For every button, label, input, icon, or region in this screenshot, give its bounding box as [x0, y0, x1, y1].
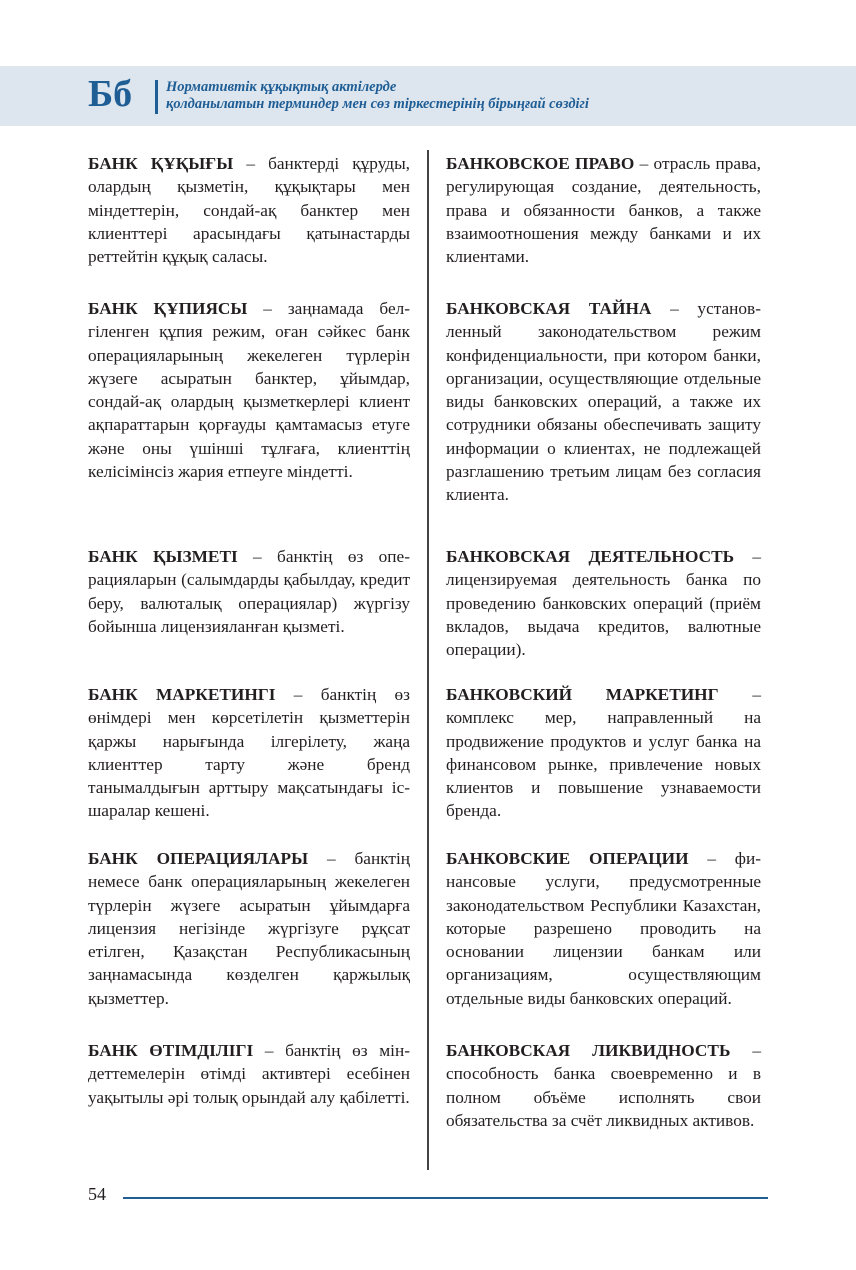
- entry-term: БАНК ҚҰҚЫҒЫ: [88, 154, 234, 173]
- entry-kz: [88, 1039, 410, 1109]
- entry-definition: – заңнамада белгіленген құпия режим, оған сәйкес банк операцияларының жекелеген түрлерін жүзеге асыратын банктер, ұйымдар, сондай-ақ олардың қызметкерлері клиент ақпараттарын қорғауды қамтамасыз етуге және оны үшінші тұлғаға, клиенттің келісімінсіз жария етпеуге міндетті.: [88, 299, 410, 482]
- entry-term: БАНКОВСКАЯ ДЕЯТЕЛЬНОСТЬ: [446, 547, 735, 566]
- running-title-line-2: қолданылатын терминдер мен сөз тіркестерінің бірыңғай сөздігі: [166, 96, 589, 112]
- entry-term: БАНКОВСКИЕ ОПЕРАЦИИ: [446, 849, 689, 868]
- entry-term: БАНКОВСКАЯ ТАЙНА: [446, 299, 652, 318]
- header-divider: [155, 80, 158, 114]
- entry-definition: – лицензируемая деятельность банка по проведению банковских операций (приём вкладов, выдача кредитов, валютные операции).: [446, 547, 761, 660]
- entry-definition: – способность банка своевременно и в полном объёме исполнять свои обязательства за счёт ликвидных активов.: [446, 1041, 761, 1130]
- entry-ru: [446, 847, 761, 1010]
- entry-definition: – банктің өз өнімдері мен көрсетілетін қызметтерін қаржы нарығында ілгерілету, жаңа клиенттер тарту және бренд танымалдығын арттыру мақсатындағы іс-шаралар кешені.: [88, 685, 410, 821]
- column-divider: [427, 150, 429, 1170]
- entry-kz: [88, 152, 410, 268]
- entry-term: БАНК МАРКЕТИНГІ: [88, 685, 276, 704]
- entry-definition: – банктің өз операцияларын (салымдарды қабылдау, кредит беру, валюталық операциялар) жүргізу бойынша лицензияланған қызметі.: [88, 547, 410, 636]
- entry-ru: [446, 297, 761, 507]
- page-number: 54: [88, 1184, 106, 1204]
- running-title-line-1: Нормативтік құқықтық актілерде: [166, 79, 397, 95]
- entry-ru: [446, 545, 761, 661]
- entry-kz: [88, 545, 410, 638]
- entry-definition: – финансовые услуги, предусмотренные законодательством Республики Казахстан, которые разрешено проводить на основании лицензии банкам или организациям, осуществляющим отдельные виды банковских операций.: [446, 849, 761, 1008]
- entry-definition: – банктің немесе банк операцияларының жекелеген түрлерін жүзеге асыратын ұйымдарға лицензия негізінде жүргізуге рұқсат етілген, Қазақстан Республикасының заңнамасында көзделген қаржылық қызметтер.: [88, 849, 410, 1008]
- entry-term: БАНКОВСКОЕ ПРАВО: [446, 154, 635, 173]
- entry-ru: [446, 152, 761, 268]
- entry-kz: [88, 847, 410, 1010]
- entry-definition: – банктерді құруды, олардың қызметін, құқықтары мен міндеттерін, сондай-ақ банктер мен клиенттері арасындағы қатынастарды реттейтін құқық саласы.: [88, 154, 411, 267]
- entry-definition: – банктің өз міндеттемелерін өтімді активтері есебінен уақытылы әрі толық орындай алу қабілетті.: [88, 1041, 410, 1107]
- entry-term: БАНК ОПЕРАЦИЯЛАРЫ: [88, 849, 309, 868]
- entry-kz: [88, 297, 410, 483]
- entry-definition: – установленный законодательством режим конфиденциальности, при котором банки, организации, осуществляющие отдельные виды банковских операций, а также их сотрудники обязаны обеспечивать защиту информации о клиентах, не подлежащей разглашению третьим лицам без согласия клиента.: [446, 299, 761, 505]
- section-letter: Бб: [88, 73, 133, 115]
- entry-ru: [446, 683, 761, 823]
- entry-kz: [88, 683, 410, 823]
- entry-definition: – комплекс мер, направленный на продвижение продуктов и услуг банка на финансовом рынке, привлечение новых клиентов и повышение узнаваемости бренда.: [446, 685, 761, 821]
- running-title: [166, 79, 589, 113]
- entry-term: БАНКОВСКИЙ МАРКЕТИНГ: [446, 685, 719, 704]
- footer-rule: [123, 1197, 768, 1199]
- entry-term: БАНК ҚҰПИЯСЫ: [88, 299, 248, 318]
- entry-ru: [446, 1039, 761, 1132]
- entry-term: БАНК ӨТІМДІЛІГІ: [88, 1041, 254, 1060]
- entry-definition: – отрасль права, регулирующая создание, деятельность, права и обязанности банков, а также взаимоотношения между банками и их клиентами.: [446, 154, 761, 267]
- entry-term: БАНК ҚЫЗМЕТІ: [88, 547, 238, 566]
- entry-term: БАНКОВСКАЯ ЛИКВИДНОСТЬ: [446, 1041, 731, 1060]
